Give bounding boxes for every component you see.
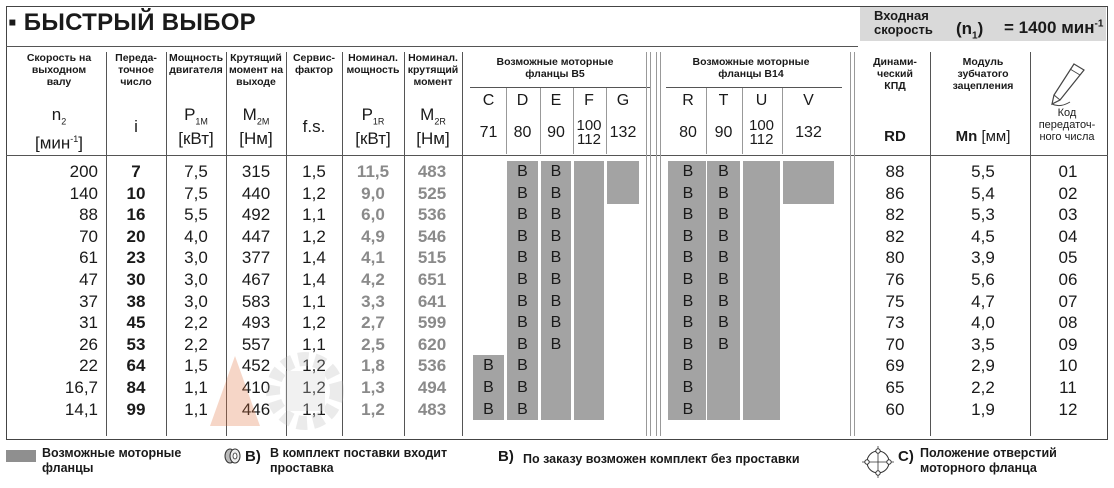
cell-fs: 1,1: [302, 291, 326, 311]
table-row: [0, 399, 1114, 421]
cell-fs: 1,2: [302, 226, 326, 246]
cell-n2: 140: [69, 183, 98, 203]
b14-flange-mark: B: [682, 249, 694, 267]
table-row: [0, 269, 1114, 291]
cell-code: 08: [1058, 313, 1078, 333]
b5-flange-letter-g: G: [616, 92, 630, 109]
cell-n2: 47: [79, 270, 98, 289]
cell-p1r: 4,2: [361, 270, 385, 289]
symbol-speed: $n_2$ [мин$^{-1}$]: [34, 105, 84, 154]
cell-m2r: 494: [417, 378, 447, 397]
cell-i: 23: [126, 248, 146, 268]
b5-flange-mark: B: [517, 184, 528, 202]
cell-m2m: 377: [241, 248, 271, 268]
b14-flange-mark: B: [682, 163, 694, 180]
b5-flange-mark: B: [517, 271, 528, 288]
b14-flange-mark: B: [718, 314, 729, 332]
b5-flange-mark: B: [517, 379, 528, 396]
symbol-nom-torque: $M_{2R}$ [Нм]: [416, 105, 450, 149]
cell-p1r: 1,3: [361, 378, 385, 397]
cell-code: 12: [1058, 399, 1078, 419]
cell-m2m: 447: [241, 226, 271, 246]
cell-m2r: 483: [417, 399, 447, 419]
b5-flange-size-e: 90: [547, 124, 565, 141]
cell-i: 30: [126, 270, 146, 289]
cell-n2: 37: [79, 291, 98, 311]
divider: [6, 155, 1108, 156]
cell-i: 45: [126, 313, 146, 333]
spacer-kit-icon: [222, 447, 244, 465]
legend-b-order-text: По заказу возможен комплект без проставки: [523, 452, 800, 466]
cell-mn: 5,3: [971, 205, 995, 225]
cell-p1m: 2,2: [184, 313, 208, 333]
cell-rd: 82: [885, 226, 905, 246]
cell-p1r: 2,7: [361, 313, 385, 333]
divider: [782, 88, 783, 154]
cell-p1r: 11,5: [356, 162, 390, 181]
header-efficiency: Динами- ческий КПД: [873, 56, 917, 92]
b5-flange-mark: B: [550, 314, 562, 332]
cell-n2: 14,1: [64, 399, 98, 419]
input-speed-label-line2: скорость: [874, 22, 933, 37]
cell-p1m: 2,2: [184, 334, 208, 354]
cell-m2r: 536: [417, 205, 447, 225]
b5-flange-size-c: 71: [479, 124, 498, 141]
cell-p1r: 6,0: [361, 205, 385, 225]
cell-n2: 26: [79, 334, 98, 354]
table-row: [0, 204, 1114, 226]
b5-flange-mark: B: [517, 206, 528, 224]
cell-mn: 5,4: [971, 183, 995, 203]
page-title: ▪ БЫСТРЫЙ ВЫБОР: [8, 9, 256, 36]
cell-i: 20: [126, 226, 146, 246]
b5-flange-mark: B: [550, 227, 562, 245]
cell-i: 64: [126, 356, 146, 376]
cell-n2: 200: [69, 162, 98, 181]
b14-flange-mark: B: [682, 184, 694, 202]
cell-rd: 73: [885, 313, 905, 333]
cell-m2r: 641: [417, 291, 447, 311]
b5-flange-mark: B: [517, 314, 528, 332]
b5-flange-mark: B: [517, 292, 528, 310]
b5-flange-mark: B: [483, 379, 494, 396]
cell-i: 99: [126, 399, 146, 419]
divider: [573, 88, 574, 154]
header-ratio: Переда- точное число: [115, 52, 157, 88]
cell-code: 01: [1058, 162, 1078, 181]
input-speed-box: [860, 7, 1106, 41]
b14-flange-mark: B: [718, 227, 729, 245]
table-row: [0, 312, 1114, 334]
cell-n2: 88: [79, 205, 98, 225]
header-service: Сервис- фактор: [292, 52, 336, 76]
cell-rd: 88: [885, 162, 905, 181]
b5-flange-letter-d: D: [516, 92, 529, 109]
b5-flange-letter-e: E: [550, 92, 562, 109]
cell-rd: 76: [885, 270, 905, 289]
divider: [6, 46, 858, 47]
cell-m2r: 599: [417, 313, 447, 333]
b5-flange-letter-c: C: [482, 92, 495, 109]
b5-flange-mark: B: [483, 357, 494, 375]
b5-flange-mark: B: [550, 292, 562, 310]
cell-p1m: 1,1: [184, 399, 208, 419]
b14-flange-mark: B: [682, 227, 694, 245]
b14-flange-size-v: 132: [795, 124, 822, 141]
cell-i: 38: [126, 291, 146, 311]
cell-m2m: 557: [241, 334, 271, 354]
cell-m2r: 525: [417, 183, 447, 203]
cell-code: 04: [1058, 226, 1078, 246]
cell-fs: 1,4: [302, 270, 326, 289]
b5-flange-mark: B: [550, 271, 562, 288]
b14-flange-size-r: 80: [679, 124, 697, 141]
cell-p1r: 3,3: [361, 291, 385, 311]
cell-p1m: 7,5: [184, 183, 208, 203]
cell-rd: 82: [885, 205, 905, 225]
b5-flange-mark: B: [550, 163, 562, 180]
legend-swatch-label: Возможные моторные фланцы: [42, 446, 182, 475]
b14-flange-letter-u: U: [755, 92, 768, 109]
cell-m2m: 583: [241, 291, 271, 311]
input-speed-symbol: $(n_1)$: [956, 19, 984, 42]
cell-m2r: 515: [417, 248, 447, 268]
b5-flange-size-d: 80: [513, 124, 532, 141]
cell-m2m: 467: [241, 270, 271, 289]
legend-b-kit-text: В комплект поставки входит проставка: [270, 446, 448, 475]
table-row: [0, 226, 1114, 248]
symbol-service: f.s.: [302, 117, 326, 136]
cell-rd: 75: [885, 291, 905, 311]
b14-flange-mark: B: [718, 271, 729, 288]
cell-m2r: 483: [417, 162, 447, 181]
symbol-ratio: i: [134, 117, 138, 136]
b5-flange-mark: B: [517, 163, 528, 180]
cell-fs: 1,1: [302, 205, 326, 225]
b5-flange-mark: B: [517, 249, 528, 267]
cell-code: 10: [1058, 356, 1078, 376]
cell-m2m: 446: [241, 399, 271, 419]
legend-c-mark: C): [898, 448, 914, 465]
b5-flange-mark: B: [517, 400, 528, 418]
cell-code: 09: [1058, 334, 1078, 354]
divider: [666, 87, 842, 88]
b5-flange-mark: B: [550, 206, 562, 224]
cell-code: 03: [1058, 205, 1078, 225]
b5-flange-size-g: 132: [609, 124, 637, 141]
b5-flange-letter-f: F: [584, 92, 594, 109]
legend-b-kit-mark: B): [245, 448, 261, 465]
b5-flange-mark: B: [517, 227, 528, 245]
cell-rd: 70: [885, 334, 905, 354]
input-speed-label-line1: Входная: [874, 8, 929, 23]
b5-flange-mark: B: [483, 400, 494, 418]
header-nom-torque: Номинал. крутящий момент: [407, 52, 459, 88]
b14-flange-mark: B: [682, 357, 694, 375]
pencil-icon: [1040, 62, 1098, 110]
cell-rd: 60: [885, 399, 905, 419]
cell-p1m: 5,5: [184, 205, 208, 225]
symbol-nom-power: $P_{1R}$ [кВт]: [355, 105, 391, 149]
cell-code: 02: [1058, 183, 1078, 203]
legend-swatch: [6, 450, 36, 462]
b5-flange-size-f: 100 112: [576, 117, 602, 148]
cell-mn: 5,6: [971, 270, 995, 289]
cell-i: 16: [126, 205, 146, 225]
cell-mn: 3,5: [971, 334, 995, 354]
cell-rd: 65: [885, 378, 905, 397]
divider: [470, 87, 650, 88]
header-flanges-b14: Возможные моторные фланцы B14: [692, 56, 810, 80]
flange-holes-icon: [860, 444, 896, 480]
header-nom-power: Номинал. мощность: [346, 52, 400, 76]
b5-flange-mark: B: [550, 249, 562, 267]
cell-mn: 4,7: [971, 291, 995, 311]
divider: [606, 88, 607, 154]
table-row: [0, 377, 1114, 399]
b5-flange-mark: B: [517, 357, 528, 375]
cell-n2: 16,7: [64, 378, 98, 397]
b14-flange-mark: B: [718, 184, 729, 202]
divider: [742, 88, 743, 154]
divider: [706, 88, 707, 154]
header-torque: Крутящий момент на выходе: [228, 52, 284, 88]
legend-b-order-mark: B): [498, 448, 514, 465]
symbol-torque: $M_{2M}$ [Нм]: [239, 105, 273, 149]
b14-flange-letter-t: T: [718, 92, 729, 109]
cell-m2m: 452: [241, 356, 271, 376]
cell-i: 84: [126, 378, 146, 397]
cell-n2: 22: [79, 356, 98, 376]
b14-flange-mark: B: [682, 314, 694, 332]
cell-n2: 61: [79, 248, 98, 268]
b14-flange-mark: B: [682, 206, 694, 224]
cell-p1m: 1,1: [184, 378, 208, 397]
cell-fs: 1,4: [302, 248, 326, 268]
cell-p1r: 1,2: [361, 399, 385, 419]
header-power: Мощность двигателя: [168, 52, 224, 76]
cell-m2r: 546: [417, 226, 447, 246]
divider: [540, 88, 541, 154]
table-row: [0, 183, 1114, 205]
cell-m2m: 493: [241, 313, 271, 333]
cell-fs: 1,5: [302, 162, 326, 181]
cell-i: 10: [126, 183, 146, 203]
b14-flange-mark: B: [682, 292, 694, 310]
cell-n2: 70: [79, 226, 98, 246]
header-flanges-b5: Возможные моторные фланцы B5: [496, 56, 614, 80]
table-row: [0, 334, 1114, 356]
b14-flange-size-u: 100 112: [748, 117, 775, 148]
divider: [506, 88, 507, 154]
cell-n2: 31: [79, 313, 98, 333]
cell-p1r: 4,9: [361, 226, 385, 246]
b14-flange-mark: B: [718, 206, 729, 224]
cell-m2m: 410: [241, 378, 271, 397]
b14-flange-mark: B: [718, 335, 729, 353]
b14-flange-size-t: 90: [714, 124, 733, 141]
cell-i: 53: [126, 334, 146, 354]
cell-rd: 86: [885, 183, 905, 203]
input-speed-value: = 1400 мин$^{-1}$: [1004, 18, 1104, 37]
b14-flange-mark: B: [682, 271, 694, 288]
cell-code: 07: [1058, 291, 1078, 311]
table-row: [0, 161, 1114, 183]
cell-p1m: 4,0: [184, 226, 208, 246]
cell-mn: 4,0: [971, 313, 995, 333]
cell-p1r: 9,0: [361, 183, 385, 203]
header-module: Модуль зубчатого зацепления: [952, 56, 1014, 92]
cell-i: 7: [131, 162, 141, 181]
header-speed: Скорость на выходном валу: [26, 52, 92, 88]
cell-mn: 3,9: [971, 248, 995, 268]
cell-mn: 5,5: [971, 162, 995, 181]
b5-flange-mark: B: [550, 184, 562, 202]
symbol-power: $P_{1M}$ [кВт]: [178, 105, 214, 149]
b5-flange-mark: B: [517, 335, 528, 353]
b14-flange-mark: B: [682, 379, 694, 396]
cell-m2r: 536: [417, 356, 447, 376]
cell-fs: 1,2: [302, 313, 326, 333]
cell-p1m: 1,5: [184, 356, 208, 376]
b14-flange-mark: B: [718, 249, 729, 267]
cell-mn: 4,5: [971, 226, 995, 246]
b14-flange-mark: B: [682, 335, 694, 353]
b14-flange-letter-r: R: [682, 92, 694, 109]
table-row: [0, 291, 1114, 313]
cell-fs: 1,1: [302, 399, 326, 419]
cell-p1m: 7,5: [184, 162, 208, 181]
b14-flange-mark: B: [718, 292, 729, 310]
cell-rd: 69: [885, 356, 905, 376]
cell-p1r: 2,5: [361, 334, 385, 354]
cell-m2m: 440: [241, 183, 271, 203]
cell-m2r: 620: [417, 334, 447, 354]
cell-mn: 2,9: [971, 356, 995, 376]
cell-p1m: 3,0: [184, 291, 208, 311]
cell-fs: 1,2: [302, 378, 326, 397]
cell-p1m: 3,0: [184, 270, 208, 289]
cell-code: 05: [1058, 248, 1078, 268]
cell-code: 11: [1059, 378, 1077, 397]
table-row: [0, 247, 1114, 269]
cell-fs: 1,1: [302, 334, 326, 354]
cell-p1r: 4,1: [361, 248, 385, 268]
header-code: Код передаточ- ного числа: [1038, 107, 1096, 143]
cell-p1r: 1,8: [361, 356, 385, 376]
table-row: [0, 355, 1114, 377]
legend-c-text: Положение отверстий моторного фланца: [920, 446, 1057, 475]
b14-flange-mark: B: [718, 163, 729, 180]
b14-flange-mark: B: [682, 400, 694, 418]
b14-flange-letter-v: V: [803, 92, 814, 109]
cell-mn: 1,9: [971, 399, 995, 419]
symbol-module: Mn [мм]: [955, 128, 1011, 145]
cell-fs: 1,2: [302, 183, 326, 203]
cell-m2m: 492: [241, 205, 271, 225]
cell-mn: 2,2: [971, 378, 995, 397]
cell-rd: 80: [885, 248, 905, 268]
cell-code: 06: [1058, 270, 1078, 289]
cell-p1m: 3,0: [184, 248, 208, 268]
cell-m2m: 315: [241, 162, 271, 181]
cell-m2r: 651: [417, 270, 447, 289]
symbol-efficiency: RD: [884, 128, 906, 145]
cell-fs: 1,2: [302, 356, 326, 376]
b5-flange-mark: B: [550, 335, 562, 353]
